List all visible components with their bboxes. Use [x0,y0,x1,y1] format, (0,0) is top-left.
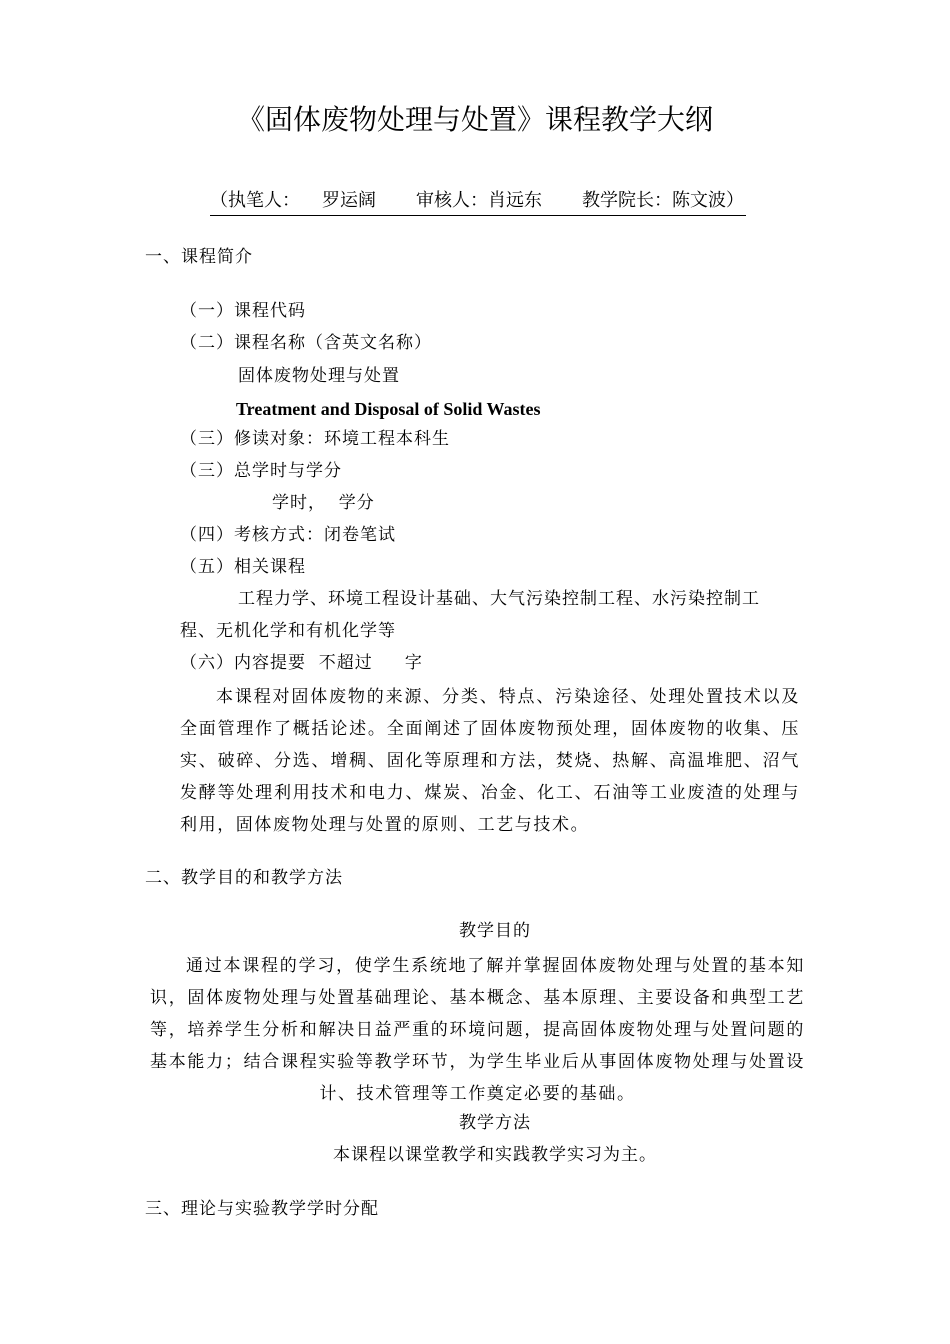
goal-paragraph: 通过本课程的学习，使学生系统地了解并掌握固体废物处理与处置的基本知识，固体废物处理与处置基础理论、基本概念、基本原理、主要设备和典型工艺等，培养学生分析和解决日益严重的环境问题，提高固体废物处理与处置问题的基本能力；结合课程实验等教学环节，为学生毕业后从事固体废物处理与处置设计、技术管理等工作奠定必要的基础。 [150,956,805,1104]
author-open-paren: （ [210,190,228,211]
course-hours-label: （三）总学时与学分 [180,461,342,481]
section-heading-goals: 二、教学目的和教学方法 [145,868,343,888]
related-courses-label: （五）相关课程 [180,557,306,577]
reviewer-label: 审核人： [416,190,488,211]
author-close-paren: ） [726,190,744,211]
related-courses-line2: 程、无机化学和有机化学等 [180,621,396,641]
summary-label: （六）内容提要 不超过 字 [180,653,423,673]
dean-label: 教学院长： [582,190,672,211]
writer-label: 执笔人： [228,190,300,211]
course-target: （三）修读对象：环境工程本科生 [180,429,450,449]
goal-label: 教学目的 [459,921,531,941]
course-name-en: Treatment and Disposal of Solid Wastes [236,399,541,419]
author-line [210,187,746,216]
method-label: 教学方法 [459,1113,531,1133]
course-name-cn: 固体废物处理与处置 [238,366,400,386]
writer-name: 罗运阔 [322,190,376,211]
section-heading-intro: 一、课程简介 [145,247,253,267]
document-title: 《固体废物处理与处置》课程教学大纲 [236,103,713,136]
dean-name: 陈文波 [672,190,726,211]
summary-paragraph: 本课程对固体废物的来源、分类、特点、污染途径、处理处置技术以及全面管理作了概括论述。全面阐述了固体废物预处理，固体废物的收集、压实、破碎、分选、增稠、固化等原理和方法，焚烧、热解、高温堆肥、沼气发酵等处理利用技术和电力、煤炭、冶金、化工、石油等工业废渣的处理与利用，固体废物处理与处置的原则、工艺与技术。 [180,687,800,835]
course-hours-value: 学时， 学分 [272,493,375,513]
course-code-label: （一）课程代码 [180,301,306,321]
course-name-label: （二）课程名称（含英文名称） [180,333,432,353]
section-heading-hours: 三、理论与实验教学学时分配 [145,1199,379,1219]
method-text: 本课程以课堂教学和实践教学实习为主。 [333,1145,657,1165]
reviewer-name: 肖远东 [488,190,542,211]
course-assessment: （四）考核方式：闭卷笔试 [180,525,396,545]
related-courses-line1: 工程力学、环境工程设计基础、大气污染控制工程、水污染控制工 [238,589,760,609]
